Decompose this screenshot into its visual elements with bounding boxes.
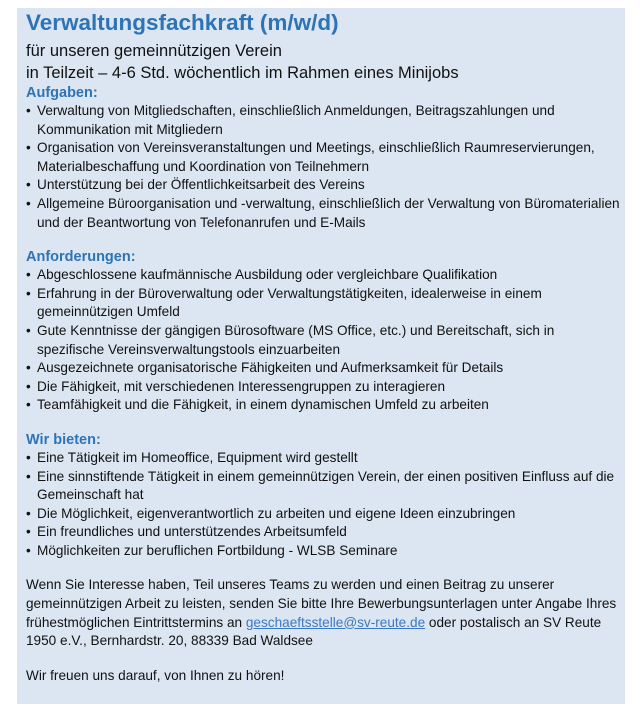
offers-list	[26, 449, 625, 561]
tasks-heading: Aufgaben:	[26, 85, 98, 101]
subtitle-employment-type: in Teilzeit – 4-6 Std. wöchentlich im Rahmen eines Minijobs	[26, 64, 459, 82]
job-title: Verwaltungsfachkraft (m/w/d)	[26, 10, 339, 35]
application-instructions	[26, 576, 625, 650]
list-item: • Die Fähigkeit, mit verschiedenen Interessengruppen zu interagieren	[26, 378, 625, 397]
list-item: • Gute Kenntnisse der gängigen Bürosoftware (MS Office, etc.) und Bereitschaft, sich in spezifische Vereinsverwaltungstools einzuarbeiten	[26, 322, 625, 359]
list-item: • Möglichkeiten zur beruflichen Fortbildung - WLSB Seminare	[26, 542, 625, 561]
subtitle-organization: für unseren gemeinnützigen Verein	[26, 42, 282, 60]
tasks-list	[26, 102, 625, 232]
list-item: • Allgemeine Büroorganisation und -verwaltung, einschließlich der Verwaltung von Büromaterialien und der Beantwortung von Telefonanrufen und E-Mails	[26, 195, 625, 232]
list-item: • Abgeschlossene kaufmännische Ausbildung oder vergleichbare Qualifikation	[26, 266, 625, 285]
application-text-start: Wenn Sie Interesse haben, Teil unseres Teams zu werden und einen Beitrag zu unserer gemeinnützigen Arbeit zu leisten, senden Sie bitte Ihre Bewerbungsunterlagen unter Angabe Ihres frühestmöglichen Eintrittstermins an	[26, 577, 617, 630]
list-item: • Unterstützung bei der Öffentlichkeitsarbeit des Vereins	[26, 176, 625, 195]
requirements-list	[26, 266, 625, 415]
list-item: • Eine sinnstiftende Tätigkeit in einem gemeinnützigen Verein, der einen positiven Einfluss auf die Gemeinschaft hat	[26, 468, 625, 505]
list-item: • Organisation von Vereinsveranstaltungen und Meetings, einschließlich Raumreservierungen, Materialbeschaffung und Koordination von Teilnehmern	[26, 139, 625, 176]
list-item: • Erfahrung in der Büroverwaltung oder Verwaltungstätigkeiten, idealerweise in einem gemeinnützigen Umfeld	[26, 285, 625, 322]
list-item: • Ein freundliches und unterstützendes Arbeitsumfeld	[26, 523, 625, 542]
requirements-heading: Anforderungen:	[26, 249, 136, 266]
list-item: • Verwaltung von Mitgliedschaften, einschließlich Anmeldungen, Beitragszahlungen und Kommunikation mit Mitgliedern	[26, 102, 625, 139]
application-text-end: oder postalisch an SV Reute 1950 e.V., Bernhardstr. 20, 88339 Bad Waldsee	[26, 614, 602, 649]
offers-heading: Wir bieten:	[26, 431, 101, 448]
list-item: • Die Möglichkeit, eigenverantwortlich zu arbeiten und eigene Ideen einzubringen	[26, 505, 625, 524]
closing-farewell: Wir freuen uns darauf, von Ihnen zu hören!	[26, 667, 285, 683]
email-link[interactable]: geschaeftsstelle@sv-reute.de	[245, 614, 426, 630]
list-item: • Teamfähigkeit und die Fähigkeit, in einem dynamischen Umfeld zu arbeiten	[26, 396, 625, 415]
list-item: • Ausgezeichnete organisatorische Fähigkeiten und Aufmerksamkeit für Details	[26, 359, 625, 378]
list-item: • Eine Tätigkeit im Homeoffice, Equipment wird gestellt	[26, 449, 625, 468]
job-posting-card	[17, 8, 625, 704]
